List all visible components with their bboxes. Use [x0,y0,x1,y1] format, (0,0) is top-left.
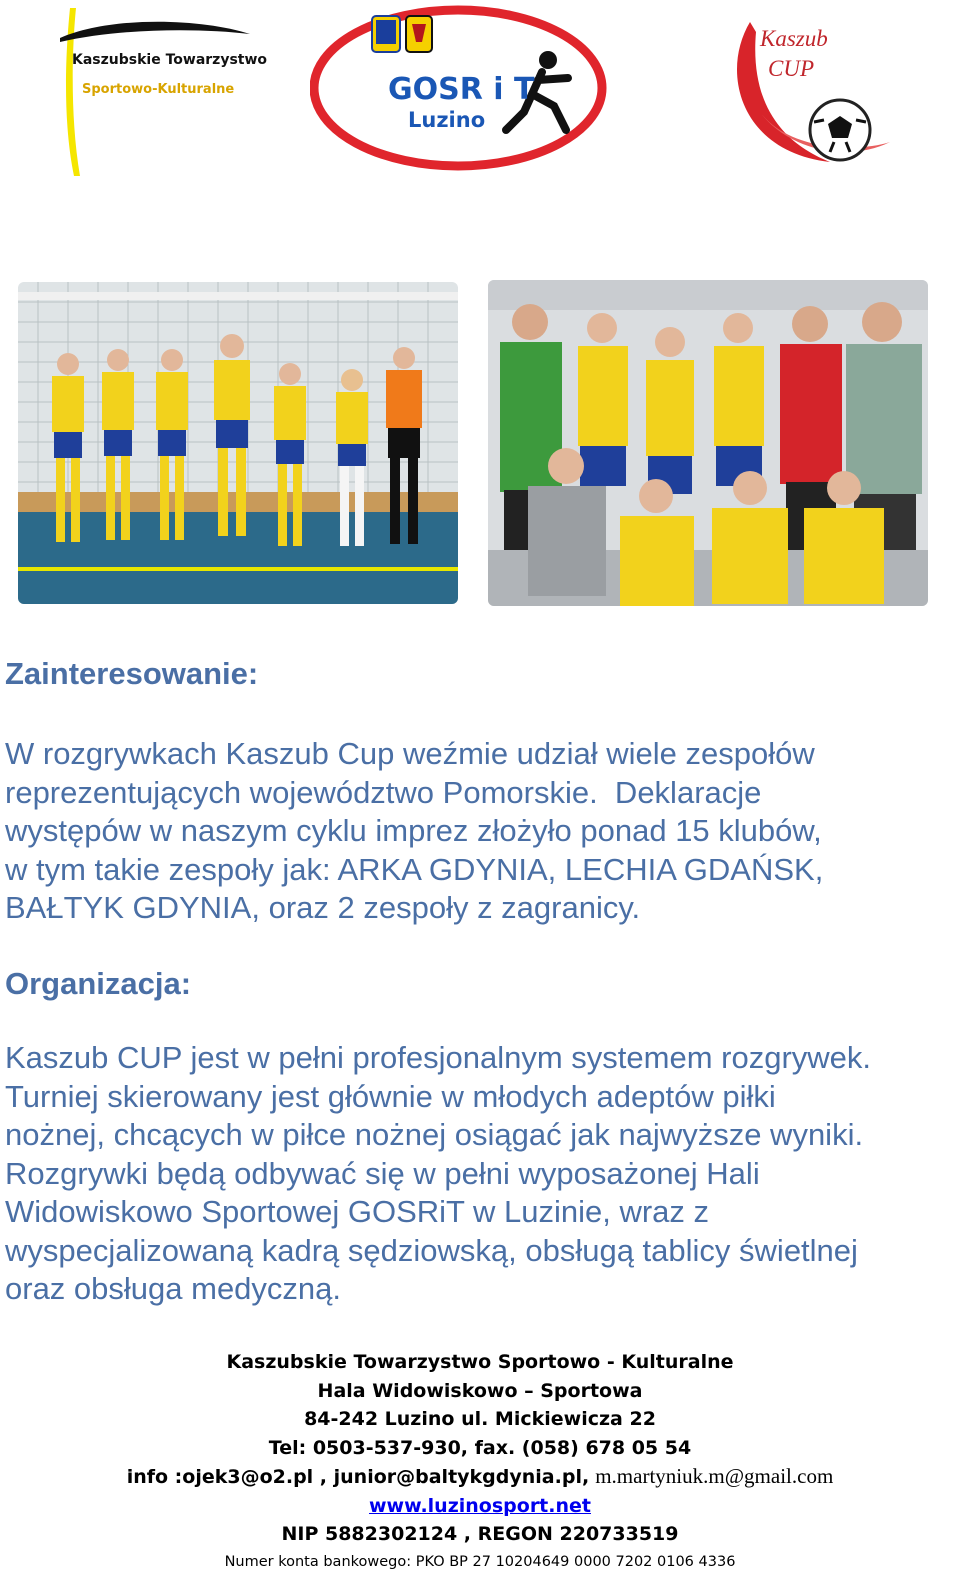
text-line: Rozgrywki będą odbywać się w pełni wyposażonej Hali [5,1155,760,1191]
text-line: oraz obsługa medyczną. [5,1271,342,1306]
ktsk-logo [40,8,280,178]
section-paragraph-interest [5,735,955,928]
text-line: w tym takie zespoły jak: ARKA GDYNIA, LECHIA GDAŃSK, [5,851,824,887]
ktsk-logo-line1: Kaszubskie Towarzystwo [72,52,268,68]
team-photo-goal [18,282,458,604]
text-line: wyspecjalizowaną kadrą sędziowską, obsługą tablicy świetlnej [5,1232,858,1268]
team-photo-hall-image [488,280,928,606]
text-line: Kaszub CUP jest w pełni profesjonalnym systemem rozgrywek. [5,1040,872,1075]
ktsk-logo-line2: Sportowo-Kulturalne [82,82,235,97]
kaszub-cup-logo [720,2,910,172]
section-heading-interest: Zainteresowanie: [5,656,259,691]
text-line: Widowiskowo Sportowej GOSRiT w Luzinie, wraz z [5,1194,710,1229]
footer-email-secondary[interactable]: m.martyniuk.m@gmail.com [595,1464,834,1488]
gosrit-logo [310,2,610,172]
footer-email-primary[interactable]: info :ojek3@o2.pl , junior@baltykgdynia.pl, [126,1466,590,1488]
footer-bank-account: Numer konta bankowego: PKO BP 27 10204649 0000 7202 0106 4336 [224,1553,736,1570]
text-line: reprezentujących województwo Pomorskie. Deklaracje [5,774,762,810]
footer-address: 84-242 Luzino ul. Mickiewicza 22 [304,1408,656,1430]
team-photo-hall [488,280,928,606]
footer-nip-regon: NIP 5882302124 , REGON 220733519 [281,1523,679,1545]
text-line: W rozgrywkach Kaszub Cup weźmie udział wiele zespołów [5,736,815,771]
gosrit-logo-name: GOSR i T [388,72,535,107]
footer-phone: Tel: 0503-537-930, fax. (058) 678 05 54 [268,1436,692,1459]
footer-emails [0,1462,960,1492]
footer-website-link[interactable]: www.luzinosport.net [369,1494,591,1517]
section-heading-organization: Organizacja: [5,966,192,1001]
text-line: nożnej, chcących w piłce nożnej osiągać jak najwyższe wyniki. [5,1117,864,1152]
footer-org: Kaszubskie Towarzystwo Sportowo - Kulturalne [226,1351,734,1373]
text-line: BAŁTYK GDYNIA, oraz 2 zespoły z zagranicy. [5,890,641,925]
gosrit-logo-city: Luzino [408,108,486,132]
footer-contact [0,1348,960,1575]
kaszub-logo-line1: Kaszub [760,26,828,51]
team-photo-goal-image [18,282,458,604]
text-line: Turniej skierowany jest głównie w młodych adeptów piłki [5,1078,776,1114]
kaszub-logo-line2: CUP [768,56,814,81]
section-paragraph-organization [5,1039,955,1309]
footer-hall: Hala Widowiskowo – Sportowa [317,1379,643,1402]
text-line: występów w naszym cyklu imprez złożyło ponad 15 klubów, [5,813,822,848]
